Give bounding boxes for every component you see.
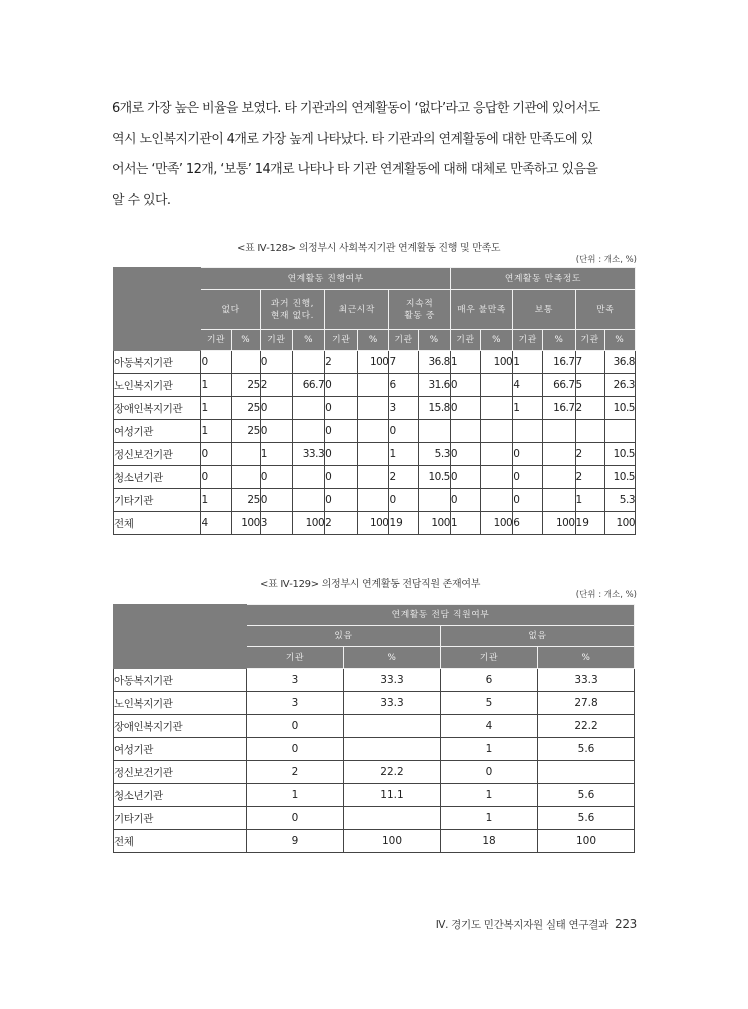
row-label: 기타기관 [114, 807, 247, 830]
table-cell: 0 [260, 351, 292, 374]
table-cell: 4 [513, 374, 543, 397]
table-cell: 0 [247, 738, 344, 761]
table-cell: 25 [231, 420, 260, 443]
table1-col-header: % [292, 330, 324, 351]
table-cell: 100 [418, 512, 450, 535]
table1-unit: (단위 : 개소, %) [575, 255, 637, 265]
table-row [114, 374, 636, 397]
table-cell: 19 [575, 512, 604, 535]
table-cell [358, 489, 389, 512]
table1-col-header: % [358, 330, 389, 351]
table1-col-header: 기관 [389, 330, 418, 351]
table-cell: 66.7 [543, 374, 575, 397]
table-cell: 5.6 [538, 738, 635, 761]
table2-corner-header [114, 605, 247, 669]
table-cell [513, 420, 543, 443]
body-line: 알 수 있다. [112, 192, 171, 208]
table1-sub-header: 없다 [201, 290, 260, 330]
table1-col-header: 기관 [201, 330, 231, 351]
table-row [114, 420, 636, 443]
table-cell: 27.8 [538, 692, 635, 715]
table-cell: 1 [441, 784, 538, 807]
table-cell [418, 489, 450, 512]
table-cell: 0 [450, 443, 480, 466]
table-row [114, 466, 636, 489]
table-cell: 0 [513, 466, 543, 489]
table-cell: 33.3 [344, 692, 441, 715]
table-cell [543, 420, 575, 443]
table-row [114, 669, 635, 692]
table-cell [450, 420, 480, 443]
table-cell [481, 374, 513, 397]
table-cell: 19 [389, 512, 418, 535]
table-cell: 36.8 [604, 351, 635, 374]
table-cell [292, 420, 324, 443]
table-cell [575, 420, 604, 443]
table-cell [358, 420, 389, 443]
table-cell: 0 [450, 489, 480, 512]
table-cell [358, 466, 389, 489]
table-cell: 100 [292, 512, 324, 535]
table1-col-header: % [604, 330, 635, 351]
table2-col-header: % [538, 647, 635, 669]
table-cell: 26.3 [604, 374, 635, 397]
table-cell: 25 [231, 489, 260, 512]
row-label: 노인복지기관 [114, 374, 201, 397]
row-label: 전체 [114, 830, 247, 853]
table-cell: 11.1 [344, 784, 441, 807]
body-line: 역시 노인복지기관이 4개로 가장 높게 나타났다. 타 기관과의 연계활동에 대한 만족도에 있 [112, 131, 593, 147]
table-cell: 0 [325, 489, 358, 512]
table-cell: 0 [513, 489, 543, 512]
row-label: 장애인복지기관 [114, 397, 201, 420]
row-label: 여성기관 [114, 738, 247, 761]
table-cell: 9 [247, 830, 344, 853]
table-cell: 18 [441, 830, 538, 853]
table1-corner-header [114, 268, 201, 351]
table1-col-header: % [481, 330, 513, 351]
row-label: 청소년기관 [114, 466, 201, 489]
table-cell: 0 [325, 443, 358, 466]
table-cell [481, 489, 513, 512]
table-row [114, 512, 636, 535]
table-cell: 1 [441, 807, 538, 830]
row-label: 아동복지기관 [114, 669, 247, 692]
table-row [114, 784, 635, 807]
table-cell: 1 [513, 397, 543, 420]
table-cell: 1 [260, 443, 292, 466]
table-cell: 2 [389, 466, 418, 489]
row-label: 전체 [114, 512, 201, 535]
table-cell: 2 [260, 374, 292, 397]
table-row [114, 397, 636, 420]
table-cell [358, 374, 389, 397]
table-cell: 1 [201, 374, 231, 397]
table-cell: 2 [325, 512, 358, 535]
table1-sub-header: 매우 불만족 [450, 290, 512, 330]
table-cell: 1 [575, 489, 604, 512]
table-cell: 1 [247, 784, 344, 807]
table-cell: 2 [575, 466, 604, 489]
body-line: 어서는 ‘만족’ 12개, ‘보통’ 14개로 나타나 타 기관 연계활동에 대해 대체로 만족하고 있음을 [112, 162, 598, 177]
table1-col-header: % [231, 330, 260, 351]
table-cell: 0 [247, 715, 344, 738]
table-cell: 100 [358, 512, 389, 535]
footer-chapter: Ⅳ. 경기도 민간복지자원 실태 연구결과 [435, 919, 608, 931]
row-label: 정신보건기관 [114, 761, 247, 784]
table1-group-header: 연계활동 진행여부 [201, 268, 450, 290]
table-cell: 25 [231, 374, 260, 397]
table-cell [538, 761, 635, 784]
table-cell: 100 [538, 830, 635, 853]
table-cell: 7 [389, 351, 418, 374]
table-cell: 2 [247, 761, 344, 784]
table1-col-header: % [418, 330, 450, 351]
table-cell: 10.5 [418, 466, 450, 489]
table-cell: 1 [389, 443, 418, 466]
table-cell: 1 [201, 420, 231, 443]
table1 [113, 267, 636, 535]
table-cell: 5 [441, 692, 538, 715]
table-cell: 0 [260, 397, 292, 420]
table-cell: 4 [201, 512, 231, 535]
table-cell [344, 715, 441, 738]
table-cell [481, 443, 513, 466]
row-label: 기타기관 [114, 489, 201, 512]
row-label: 아동복지기관 [114, 351, 201, 374]
table2-group-header: 연계활동 전담 직원여부 [247, 605, 635, 626]
table-cell: 16.7 [543, 397, 575, 420]
table-cell: 36.8 [418, 351, 450, 374]
table-cell: 4 [441, 715, 538, 738]
table-cell [418, 420, 450, 443]
table-cell [543, 443, 575, 466]
table-cell: 2 [575, 443, 604, 466]
table-cell [604, 420, 635, 443]
table-cell [292, 466, 324, 489]
body-paragraph [112, 94, 638, 216]
table-cell: 0 [450, 466, 480, 489]
table-row [114, 692, 635, 715]
table1-col-header: 기관 [575, 330, 604, 351]
table-cell: 33.3 [292, 443, 324, 466]
table-cell: 0 [325, 374, 358, 397]
table2-caption: <표 Ⅳ-129> 의정부시 연계활동 전담직원 존재여부 [260, 579, 481, 590]
table-cell: 100 [358, 351, 389, 374]
table1-group-header: 연계활동 만족정도 [450, 268, 635, 290]
page-footer [436, 917, 637, 932]
page-number: 223 [614, 917, 637, 931]
table-cell: 31.6 [418, 374, 450, 397]
table-cell: 0 [260, 420, 292, 443]
table-cell [231, 466, 260, 489]
table-row [114, 351, 636, 374]
table-cell: 0 [513, 443, 543, 466]
table-cell: 100 [604, 512, 635, 535]
table-cell: 5.3 [418, 443, 450, 466]
table-cell: 22.2 [344, 761, 441, 784]
table-cell: 5 [575, 374, 604, 397]
table-cell [231, 351, 260, 374]
table-row [114, 807, 635, 830]
table1-sub-header: 지속적 활동 중 [389, 290, 450, 330]
table-cell: 66.7 [292, 374, 324, 397]
table-cell: 0 [389, 420, 418, 443]
table-cell: 1 [201, 489, 231, 512]
table1-sub-header: 과거 진행, 현재 없다. [260, 290, 324, 330]
table-cell [344, 738, 441, 761]
table2 [113, 604, 635, 853]
table1-col-header: 기관 [450, 330, 480, 351]
row-label: 노인복지기관 [114, 692, 247, 715]
table-cell: 10.5 [604, 397, 635, 420]
table-cell [292, 351, 324, 374]
table-cell: 0 [260, 489, 292, 512]
table-cell: 0 [201, 466, 231, 489]
table-row [114, 738, 635, 761]
table-cell: 0 [441, 761, 538, 784]
table-cell: 5.6 [538, 807, 635, 830]
table-cell: 6 [389, 374, 418, 397]
table-cell: 15.8 [418, 397, 450, 420]
table-row [114, 489, 636, 512]
table-cell [231, 443, 260, 466]
table-row [114, 761, 635, 784]
table2-unit: (단위 : 개소, %) [575, 590, 637, 600]
row-label: 여성기관 [114, 420, 201, 443]
table1-col-header: 기관 [325, 330, 358, 351]
table-cell [358, 443, 389, 466]
table-cell: 0 [325, 397, 358, 420]
table1-col-header: 기관 [513, 330, 543, 351]
table-cell: 0 [325, 420, 358, 443]
table-cell [481, 466, 513, 489]
table-cell [292, 489, 324, 512]
table-cell: 22.2 [538, 715, 635, 738]
table2-sub-header: 있음 [247, 626, 441, 647]
table-cell: 100 [543, 512, 575, 535]
table-cell: 3 [260, 512, 292, 535]
table-row [114, 443, 636, 466]
table-row [114, 715, 635, 738]
table-cell [292, 397, 324, 420]
table-cell: 0 [247, 807, 344, 830]
table-cell: 1 [450, 512, 480, 535]
table-cell: 0 [450, 374, 480, 397]
table-cell: 2 [325, 351, 358, 374]
table-cell: 7 [575, 351, 604, 374]
row-label: 청소년기관 [114, 784, 247, 807]
table-cell: 1 [513, 351, 543, 374]
table1-sub-header: 만족 [575, 290, 635, 330]
table-cell: 3 [389, 397, 418, 420]
table-cell: 5.3 [604, 489, 635, 512]
table-cell [358, 397, 389, 420]
table-cell: 100 [231, 512, 260, 535]
table-cell: 3 [247, 692, 344, 715]
table-cell: 0 [450, 397, 480, 420]
table-cell: 1 [201, 397, 231, 420]
table-cell: 2 [575, 397, 604, 420]
table-cell: 1 [441, 738, 538, 761]
table-cell [344, 807, 441, 830]
table-row [114, 830, 635, 853]
table-cell [481, 397, 513, 420]
table-cell [481, 420, 513, 443]
table-cell: 6 [513, 512, 543, 535]
row-label: 장애인복지기관 [114, 715, 247, 738]
table-cell [543, 489, 575, 512]
body-line: 6개로 가장 높은 비율을 보였다. 타 기관과의 연계활동이 ‘없다’라고 응답한 기관에 있어서도 [112, 101, 600, 116]
row-label: 정신보건기관 [114, 443, 201, 466]
table-cell: 0 [201, 443, 231, 466]
table2-col-header: 기관 [441, 647, 538, 669]
table1-sub-header: 최근시작 [325, 290, 389, 330]
table-cell: 100 [481, 351, 513, 374]
table-cell [543, 466, 575, 489]
table-cell: 5.6 [538, 784, 635, 807]
table-cell: 1 [450, 351, 480, 374]
table-cell: 0 [260, 466, 292, 489]
table2-col-header: 기관 [247, 647, 344, 669]
table-cell: 10.5 [604, 443, 635, 466]
table-cell: 10.5 [604, 466, 635, 489]
table2-col-header: % [344, 647, 441, 669]
table-cell: 25 [231, 397, 260, 420]
table1-caption: <표 Ⅳ-128> 의정부시 사회복지기관 연계활동 진행 및 만족도 [237, 243, 501, 254]
table-cell: 6 [441, 669, 538, 692]
table-cell: 3 [247, 669, 344, 692]
table2-sub-header: 없음 [441, 626, 635, 647]
table-cell: 100 [344, 830, 441, 853]
table1-col-header: 기관 [260, 330, 292, 351]
table1-sub-header: 보통 [513, 290, 575, 330]
table-cell: 33.3 [538, 669, 635, 692]
table-cell: 100 [481, 512, 513, 535]
table-cell: 0 [201, 351, 231, 374]
table-cell: 0 [325, 466, 358, 489]
table1-col-header: % [543, 330, 575, 351]
table-cell: 16.7 [543, 351, 575, 374]
table-cell: 33.3 [344, 669, 441, 692]
table-cell: 0 [389, 489, 418, 512]
